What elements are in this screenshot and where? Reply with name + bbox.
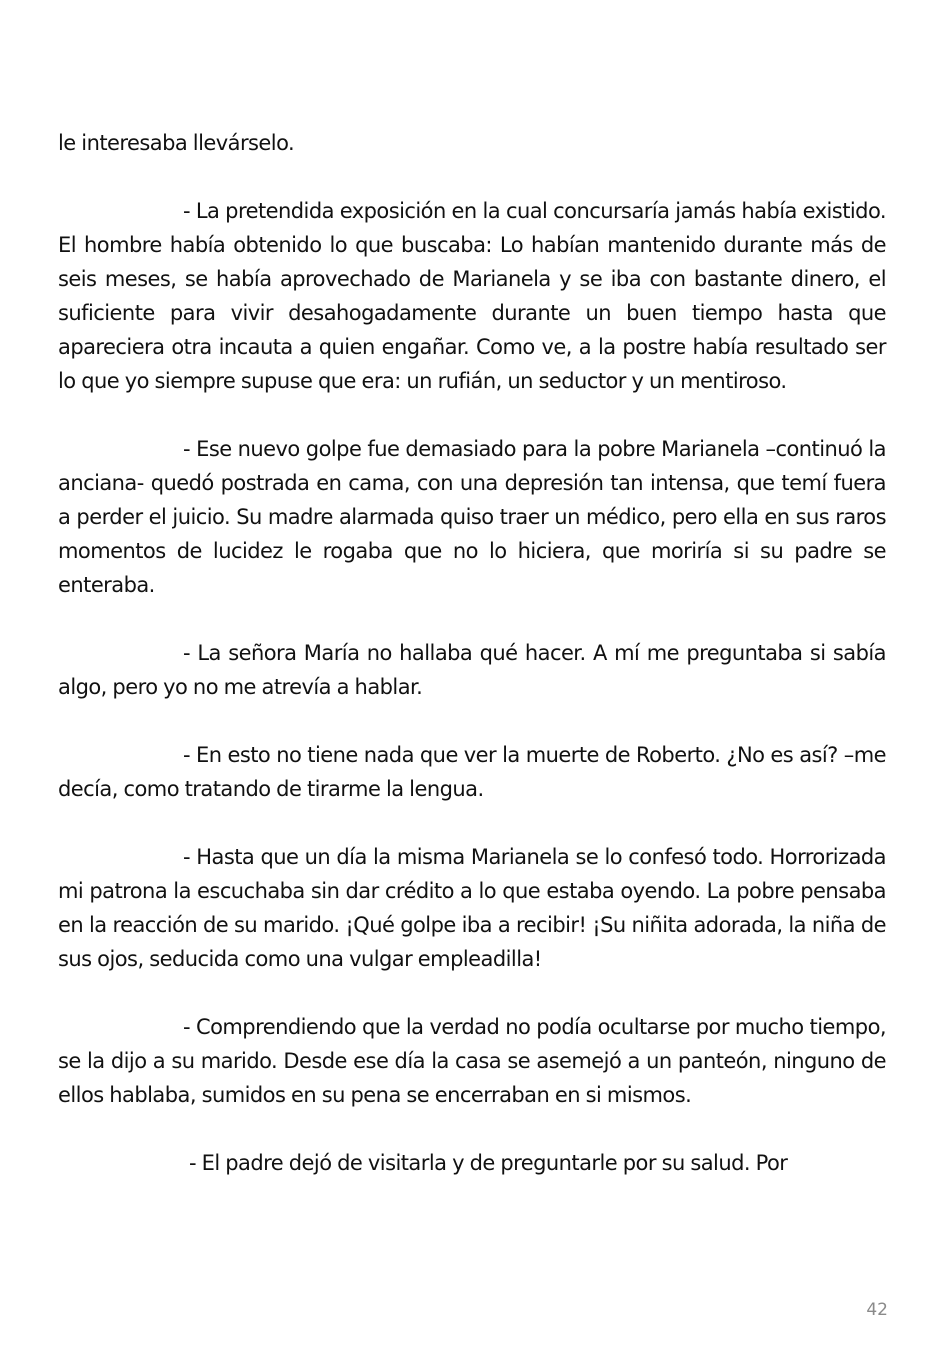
paragraph: - La señora María no hallaba qué hacer. A mí me preguntaba si sabía algo, pero yo no me atrevía a hablar.	[58, 641, 886, 699]
paragraph: - Comprendiendo que la verdad no podía ocultarse por mucho tiempo, se la dijo a su marido. Desde ese día la casa se asemejó a un panteón, ninguno de ellos hablaba, sumidos en su pena se encerraban en si mismos.	[58, 1015, 886, 1107]
paragraph: - El padre dejó de visitarla y de preguntarle por su salud. Por	[189, 1151, 788, 1175]
paragraph: - Hasta que un día la misma Marianela se lo confesó todo. Horrorizada mi patrona la escuchaba sin dar crédito a lo que estaba oyendo. La pobre pensaba en la reacción de su marido. ¡Qué golpe iba a recibir! ¡Su niñita adorada, la niña de sus ojos, seducida como una vulgar empleadilla!	[58, 845, 886, 971]
paragraph: - Ese nuevo golpe fue demasiado para la pobre Marianela –continuó la anciana- quedó postrada en cama, con una depresión tan intensa, que temí fuera a perder el juicio. Su madre alarmada quiso traer un médico, pero ella en sus raros momentos de lucidez le rogaba que no lo hiciera, que moriría si su padre se enteraba.	[58, 437, 886, 597]
paragraph: - La pretendida exposición en la cual concursaría jamás había existido. El hombre había obtenido lo que buscaba: Lo habían mantenido durante más de seis meses, se había aprovechado de Marianela y se iba con bastante dinero, el suficiente para vivir desahogadamente durante un buen tiempo hasta que apareciera otra incauta a quien engañar. Como ve, a la postre había resultado ser lo que yo siempre supuse que era: un rufián, un seductor y un mentiroso.	[58, 199, 886, 393]
page-number: 42	[866, 1300, 888, 1320]
body-text	[58, 126, 886, 1180]
paragraph: - En esto no tiene nada que ver la muerte de Roberto. ¿No es así? –me decía, como tratando de tirarme la lengua.	[58, 743, 886, 801]
paragraph: le interesaba llevárselo.	[58, 131, 295, 155]
